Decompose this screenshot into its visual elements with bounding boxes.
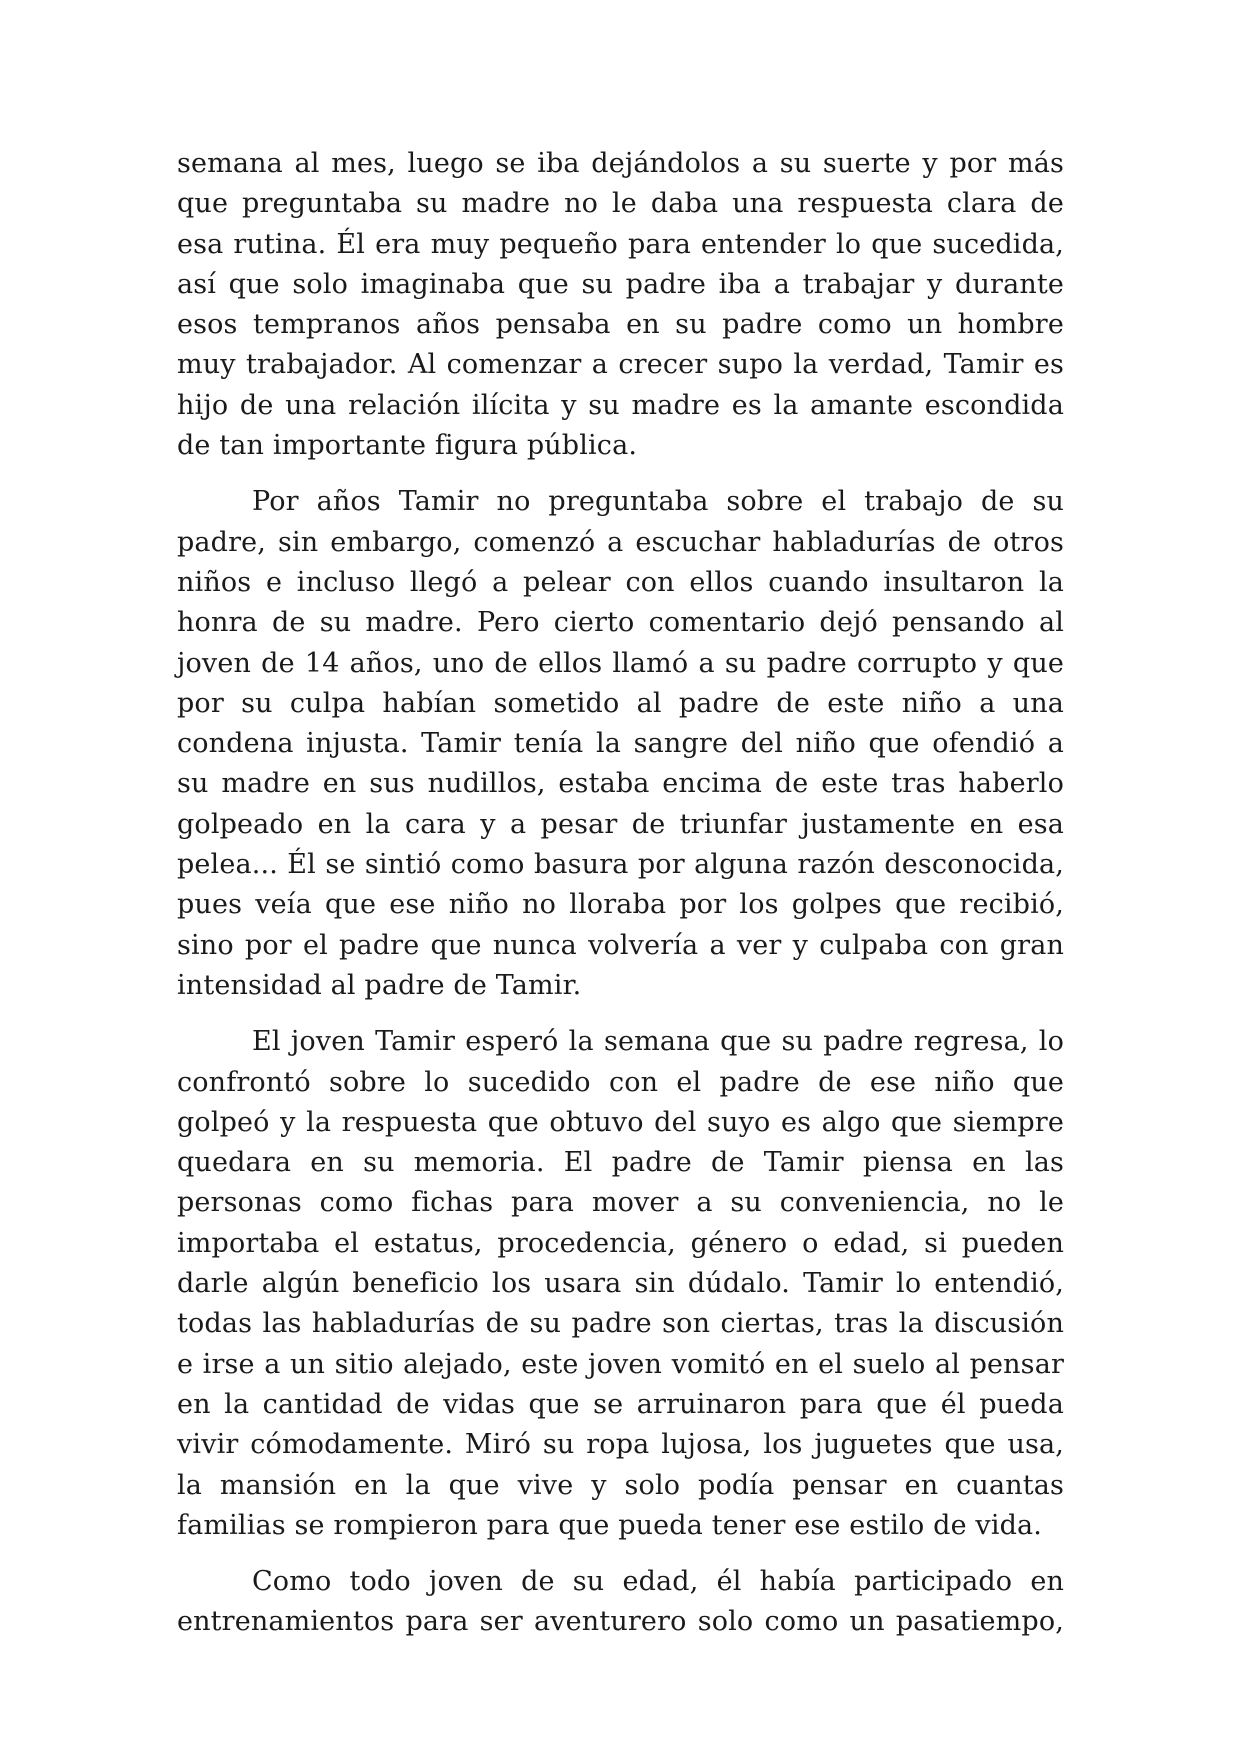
document-page xyxy=(177,144,1064,1659)
paragraph-4: Como todo joven de su edad, él había participado en entrenamientos para ser aventurero solo como un pasatiempo, xyxy=(177,1566,1064,1638)
paragraph-1: semana al mes, luego se iba dejándolos a su suerte y por más que preguntaba su madre no le daba una respuesta clara de esa rutina. Él era muy pequeño para entender lo que sucedida, así que solo imaginaba que su padre iba a trabajar y durante esos tempranos años pensaba en su padre como un hombre muy trabajador. Al comenzar a crecer supo la verdad, Tamir es hijo de una relación ilícita y su madre es la amante escondida de tan importante figura pública. xyxy=(177,148,1064,462)
paragraph-3: El joven Tamir esperó la semana que su padre regresa, lo confrontó sobre lo sucedido con el padre de ese niño que golpeó y la respuesta que obtuvo del suyo es algo que siempre quedara en su memoria. El padre de Tamir piensa en las personas como fichas para mover a su conveniencia, no le importaba el estatus, procedencia, género o edad, si pueden darle algún beneficio los usara sin dúdalo. Tamir lo entendió, todas las habladurías de su padre son ciertas, tras la discusión e irse a un sitio alejado, este joven vomitó en el suelo al pensar en la cantidad de vidas que se arruinaron para que él pueda vivir cómodamente. Miró su ropa lujosa, los juguetes que usa, la mansión en la que vive y solo podía pensar en cuantas familias se rompieron para que pueda tener ese estilo de vida. xyxy=(177,1026,1064,1541)
paragraph-2: Por años Tamir no preguntaba sobre el trabajo de su padre, sin embargo, comenzó a escuchar habladurías de otros niños e incluso llegó a pelear con ellos cuando insultaron la honra de su madre. Pero cierto comentario dejó pensando al joven de 14 años, uno de ellos llamó a su padre corrupto y que por su culpa habían sometido al padre de este niño a una condena injusta. Tamir tenía la sangre del niño que ofendió a su madre en sus nudillos, estaba encima de este tras haberlo golpeado en la cara y a pesar de triunfar justamente en esa pelea... Él se sintió como basura por alguna razón desconocida, pues veía que ese niño no lloraba por los golpes que recibió, sino por el padre que nunca volvería a ver y culpaba con gran intensidad al padre de Tamir. xyxy=(177,486,1064,1001)
